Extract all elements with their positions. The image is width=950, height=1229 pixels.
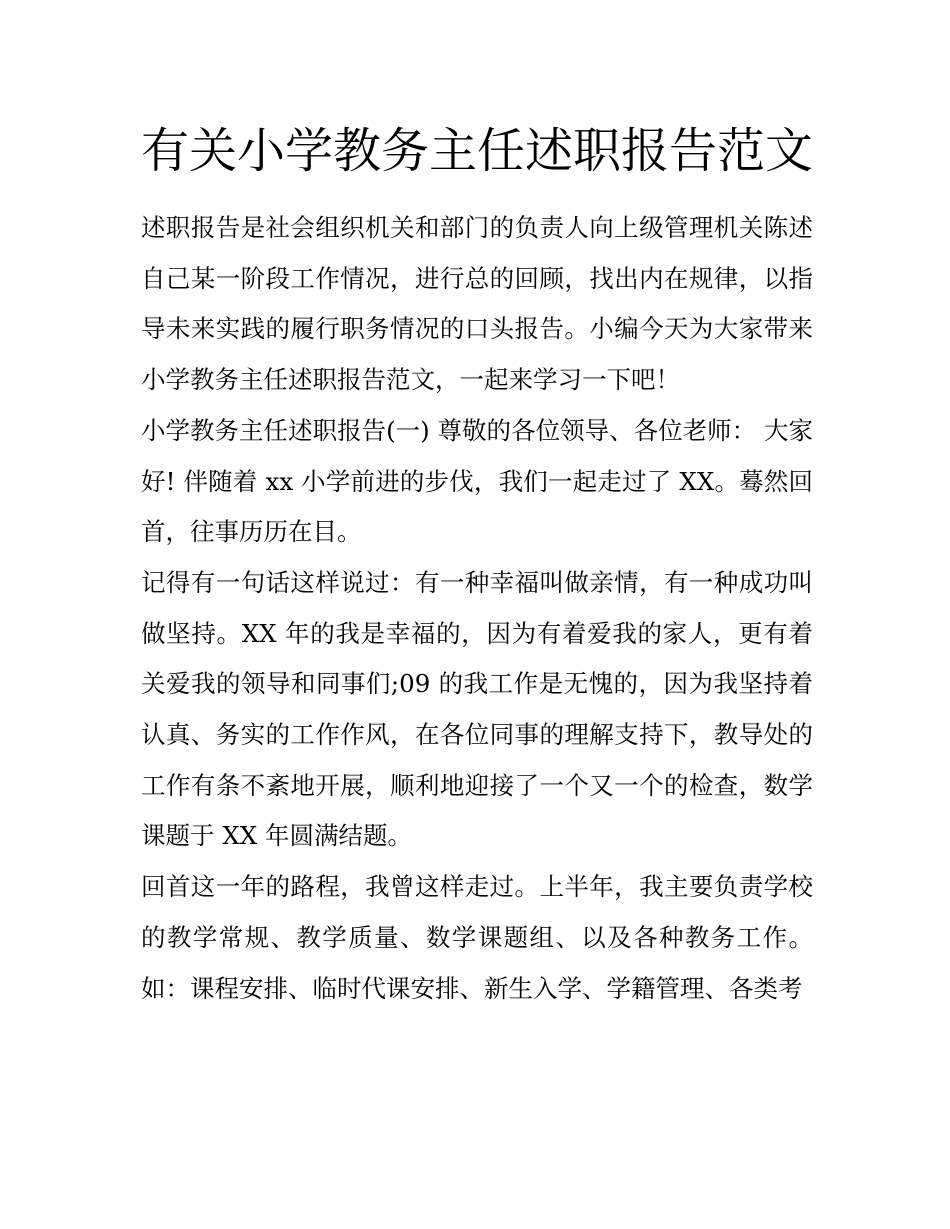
paragraph-intro: 述职报告是社会组织机关和部门的负责人向上级管理机关陈述自己某一阶段工作情况，进行总的回顾，找出内在规律，以指导未来实践的履行职务情况的口头报告。小编今天为大家带来小学教务主任述职报告范文，一起来学习一下吧！ (141, 213, 813, 395)
document-body (141, 203, 813, 1014)
paragraph-review: 回首这一年的路程，我曾这样走过。上半年，我主要负责学校的教学常规、教学质量、数学课题组、以及各种教务工作。如：课程安排、临时代课安排、新生入学、学籍管理、各类考 (141, 872, 813, 1003)
document-content (141, 112, 813, 1014)
document-title: 有关小学教务主任述职报告范文 (141, 123, 814, 179)
paragraph-reflection: 记得有一句话这样说过：有一种幸福叫做亲情，有一种成功叫做坚持。XX 年的我是幸福的，因为有着爱我的家人，更有着关爱我的领导和同事们;09 的我工作是无愧的，因为我坚持着认真、务实的工作作风，在各位同事的理解支持下，教导处的工作有条不紊地开展，顺利地迎接了一个又一个的检查，数学课题于 XX 年圆满结题。 (141, 567, 813, 851)
paragraph-greeting: 小学教务主任述职报告(一) 尊敬的各位领导、各位老师： 大家好! 伴随着 xx 小学前进的步伐，我们一起走过了 XX。蓦然回首，往事历历在目。 (141, 415, 813, 547)
